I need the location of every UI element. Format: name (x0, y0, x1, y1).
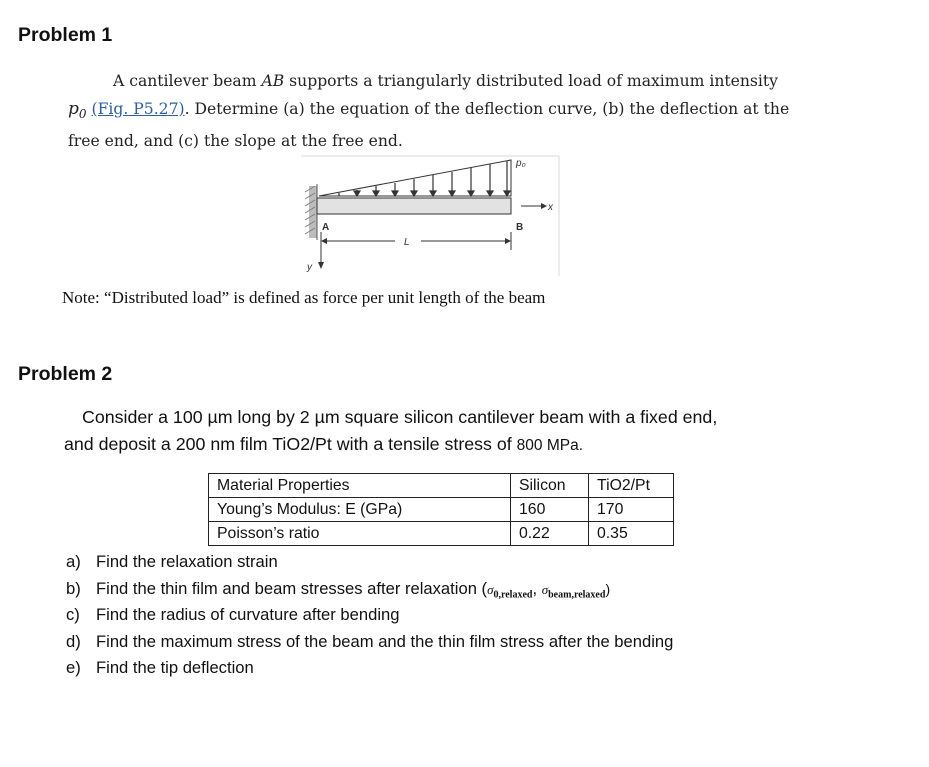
sigma-beam-relaxed: $\sigma_{beam,relaxed}$ (541, 582, 606, 601)
row-label-youngs-modulus: Young’s Modulus: E (GPa) (209, 498, 511, 522)
sigma-0-relaxed: $\sigma_{0,relaxed}$ (487, 582, 533, 601)
problem-1-heading: Problem 1 (18, 24, 113, 46)
problem-2-line-1: Consider a 100 µm long by 2 µm square silicon cantilever beam with a fixed end, (82, 407, 718, 427)
question-letter: d) (66, 632, 81, 651)
beam (317, 198, 511, 214)
list-item (0, 658, 929, 680)
table-row (209, 498, 674, 522)
label-p0: p₀ (516, 158, 526, 169)
line-2-pre: and deposit a 200 nm film TiO2/Pt with a tensile stress of (64, 434, 517, 454)
table-header-row (209, 474, 674, 498)
label-L: L (404, 237, 410, 248)
stress-value: 800 MPa. (516, 437, 584, 454)
beam-name: AB (261, 72, 285, 90)
load-symbol-sub: 0 (78, 107, 87, 121)
load-symbol: p (68, 99, 79, 119)
question-text (96, 579, 610, 601)
material-properties-table (208, 473, 674, 546)
question-letter: c) (66, 605, 80, 624)
list-item (0, 579, 929, 601)
sigma-beam-sub: beam,relaxed (548, 589, 606, 601)
x-axis-arrow (541, 203, 547, 209)
problem-2-line-2 (64, 434, 583, 455)
problem-1-line-2 (68, 99, 789, 119)
list-item (0, 552, 929, 574)
dim-arrow-right (505, 238, 511, 244)
line-1-pre: A cantilever beam (113, 72, 262, 90)
header-silicon: Silicon (511, 474, 589, 498)
question-letter: e) (66, 658, 81, 677)
question-letter: a) (66, 552, 81, 571)
question-text: Find the maximum stress of the beam and the thin film stress after the bending (96, 632, 674, 651)
label-A: A (322, 222, 330, 233)
cantilever-figure (295, 150, 567, 278)
sigma-0-sub: 0,relaxed (493, 589, 533, 601)
question-text: Find the tip deflection (96, 658, 254, 677)
question-letter: b) (66, 579, 81, 598)
cell-silicon-poisson: 0.22 (511, 522, 589, 546)
problem-1-note: Note: “Distributed load” is defined as force per unit length of the beam (62, 288, 546, 307)
label-y: y (307, 262, 312, 273)
load-arrows (339, 161, 510, 196)
problem-1-line-1 (113, 72, 778, 90)
problem-2-heading: Problem 2 (18, 363, 113, 385)
figure-link[interactable]: (Fig. P5.27) (91, 100, 185, 118)
cell-tio2-poisson: 0.35 (589, 522, 674, 546)
cell-silicon-modulus: 160 (511, 498, 589, 522)
list-item (0, 605, 929, 627)
header-material-properties: Material Properties (209, 474, 511, 498)
header-tio2-pt: TiO2/Pt (589, 474, 674, 498)
question-b-text: Find the thin film and beam stresses after relaxation ( (96, 579, 488, 598)
list-item (0, 632, 929, 654)
dim-arrow-left (321, 238, 327, 244)
y-axis-arrow (318, 262, 324, 269)
question-b-sep: , (532, 579, 542, 598)
question-text: Find the radius of curvature after bending (96, 605, 400, 624)
problem-1-line-3: free end, and (c) the slope at the free end. (68, 132, 403, 150)
label-B: B (516, 222, 524, 233)
question-text: Find the relaxation strain (96, 552, 278, 571)
line-2-post: . Determine (a) the equation of the deflection curve, (b) the deflection at the (184, 100, 790, 118)
line-1-post: supports a triangularly distributed load of maximum intensity (284, 72, 778, 90)
row-label-poissons-ratio: Poisson’s ratio (209, 522, 511, 546)
cell-tio2-modulus: 170 (589, 498, 674, 522)
label-x: x (548, 202, 553, 213)
question-b-close: ) (605, 581, 611, 597)
table-row (209, 522, 674, 546)
